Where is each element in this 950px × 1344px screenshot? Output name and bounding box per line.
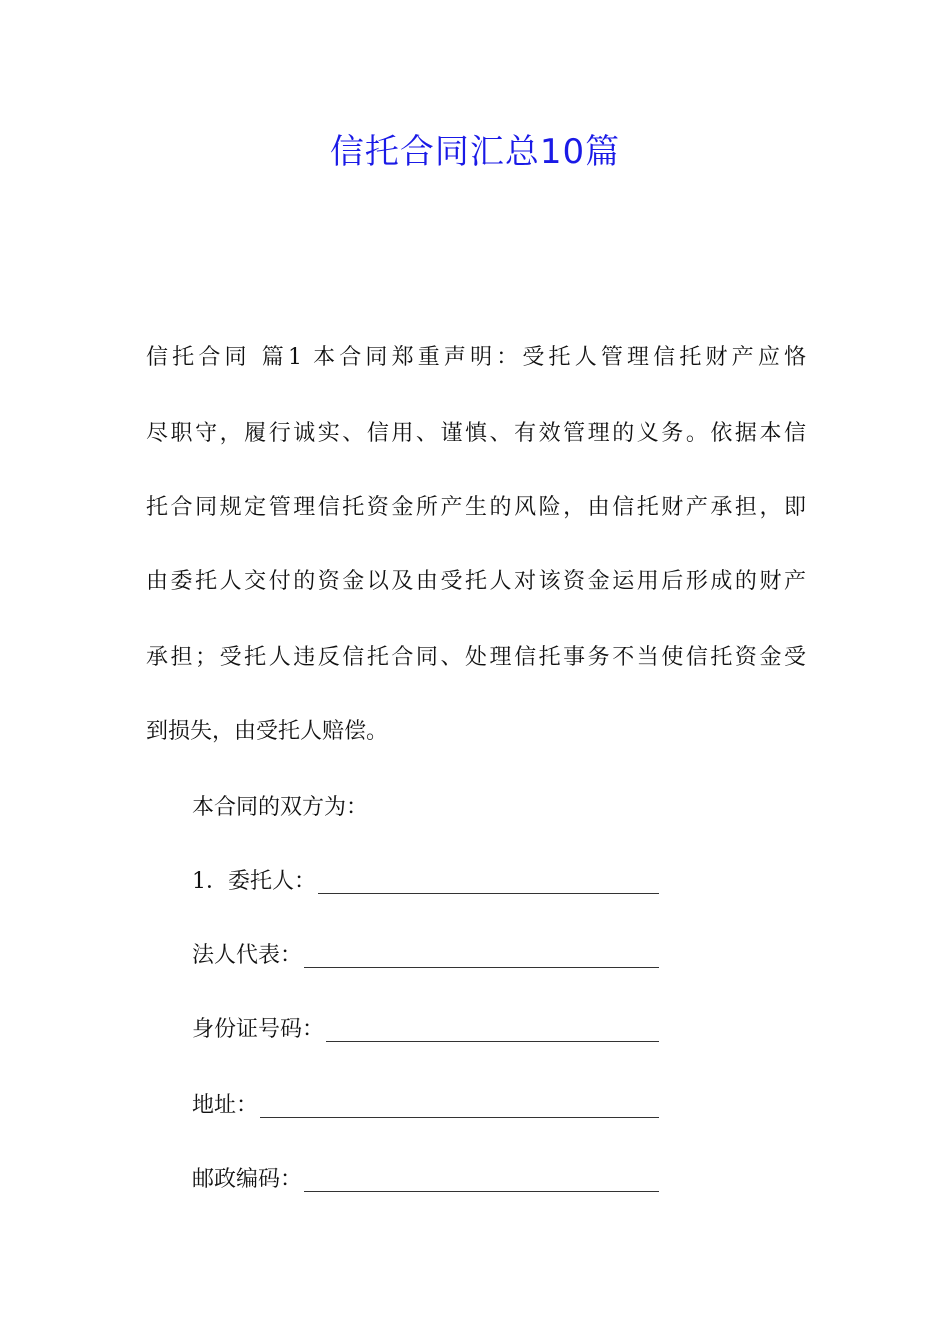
- field-client-blank: [318, 869, 659, 894]
- paragraph-line-3: 托合同规定管理信托资金所产生的风险，由信托财产承担，即: [146, 495, 806, 520]
- page-title: 信托合同汇总10篇: [329, 132, 621, 172]
- field-postal-code-label: 邮政编码：: [192, 1167, 303, 1192]
- paragraph-text-1: 本合同郑重声明：受托人管理信托财产应恪: [313, 345, 806, 370]
- field-postal-code-blank: [304, 1167, 659, 1192]
- paragraph-line-1: [146, 342, 806, 374]
- field-id-number: [192, 1014, 659, 1046]
- field-legal-representative-label: 法人代表：: [192, 943, 303, 968]
- field-legal-representative: [192, 940, 659, 972]
- field-address: [192, 1090, 659, 1122]
- field-id-number-blank: [326, 1017, 659, 1042]
- parties-intro: 本合同的双方为：: [192, 795, 369, 820]
- field-client-label: 1．委托人：: [192, 869, 316, 894]
- field-address-blank: [260, 1093, 659, 1118]
- paragraph-line-2: 尽职守，履行诚实、信用、谨慎、有效管理的义务。依据本信: [146, 421, 806, 446]
- field-client: [192, 866, 659, 898]
- field-postal-code: [192, 1164, 659, 1196]
- paragraph-line-5: 承担；受托人违反信托合同、处理信托事务不当使信托资金受: [146, 645, 806, 670]
- paragraph-line-4: 由委托人交付的资金以及由受托人对该资金运用后形成的财产: [146, 569, 806, 594]
- field-legal-representative-blank: [304, 943, 659, 968]
- section-heading: 信托合同 篇1: [146, 345, 302, 370]
- field-address-label: 地址：: [192, 1093, 259, 1118]
- field-id-number-label: 身份证号码：: [192, 1017, 325, 1042]
- paragraph-line-6: 到损失，由受托人赔偿。: [146, 719, 389, 744]
